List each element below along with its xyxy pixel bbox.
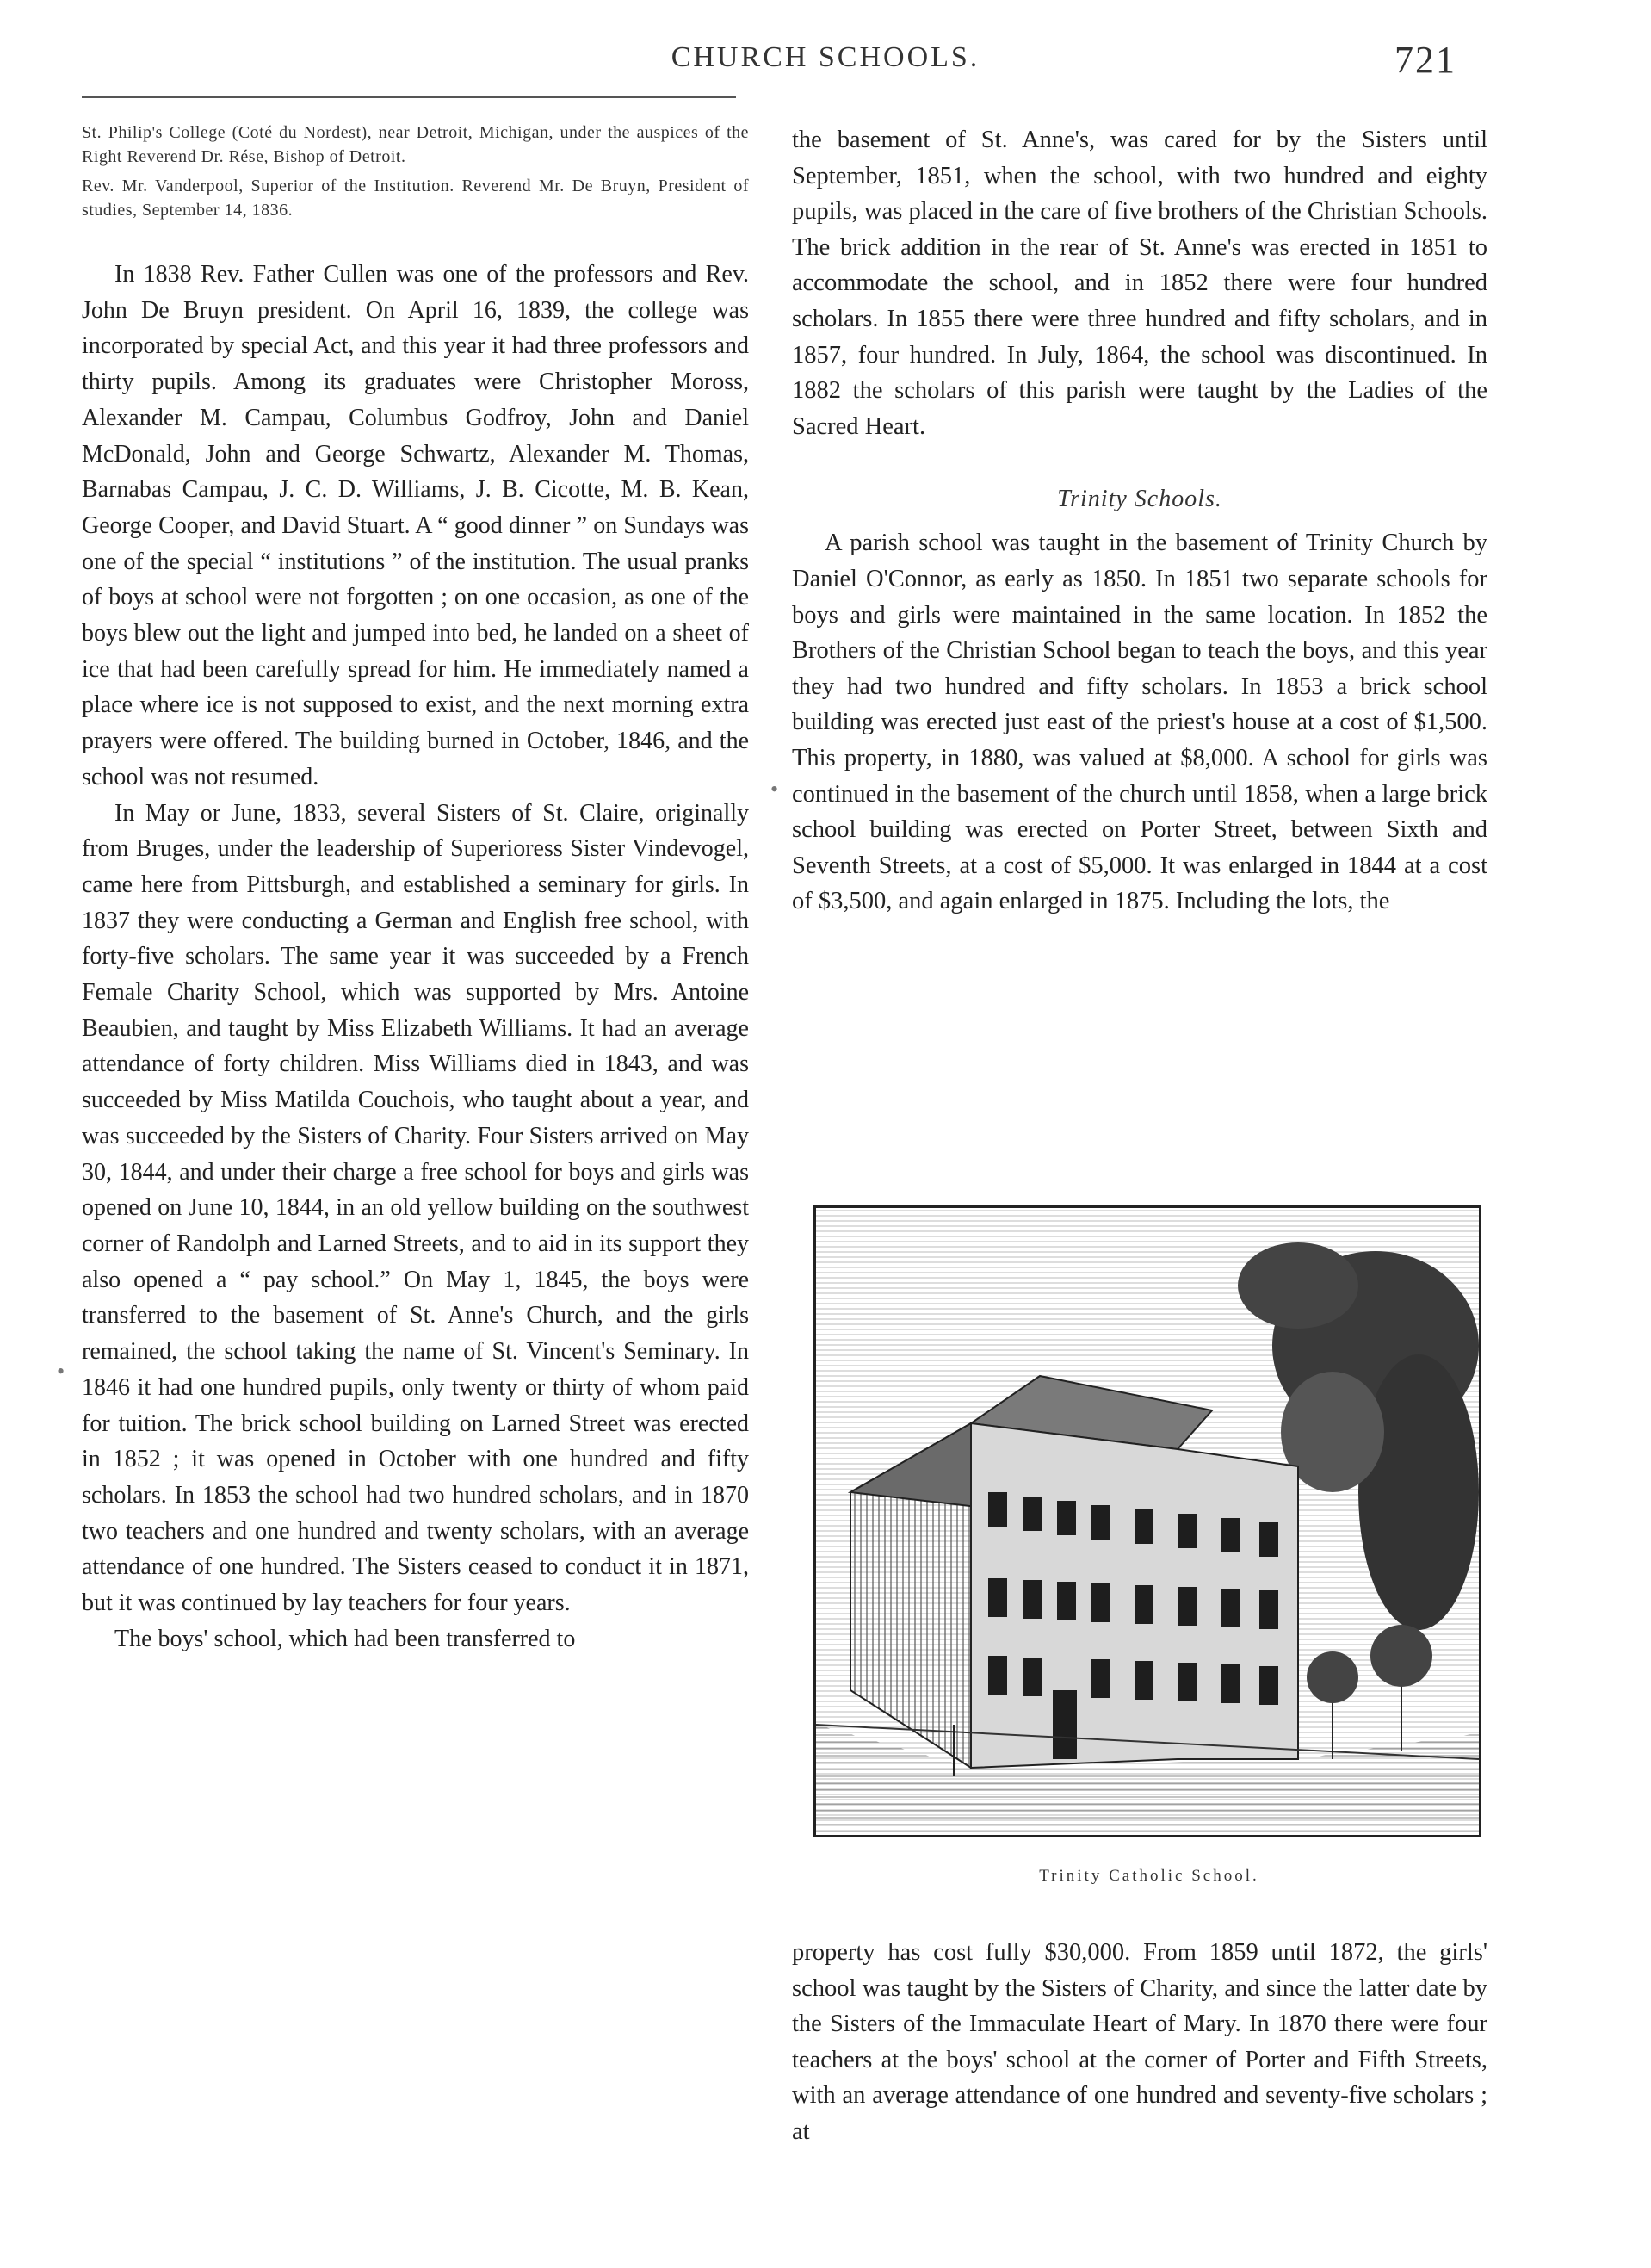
left-column xyxy=(82,121,749,1657)
college-note-1: St. Philip's College (Coté du Nordest), near Detroit, Michigan, under the auspices of the Right Reverend Dr. Rése, Bishop of Detroit. xyxy=(82,123,749,166)
trinity-catholic-school-illustration xyxy=(813,1205,1481,1837)
right-column-continued xyxy=(792,1935,1487,2150)
page-number: 721 xyxy=(1394,39,1456,81)
margin-dot: • xyxy=(770,777,779,802)
paragraph-sisters-st-claire: In May or June, 1833, several Sisters of St. Claire, originally from Bruges, under the leadership of Superioress Sister Vindevogel, came here from Pittsburgh, and established a seminary for girls. In 1837 they were conducting a German and English free school, with forty-five scholars. The same year it was succeeded by a French Female Charity School, which was supported by Mrs. Antoine Beaubien, and taught by Miss Elizabeth Williams. It had an average attendance of forty children. Miss Williams died in 1843, and was succeeded by Miss Matilda Couchois, who taught about a year, and was succeeded by the Sisters of Charity. Four Sisters arrived on May 30, 1844, and under their charge a free school for boys and girls was opened on June 10, 1844, in an old yellow building on the southwest corner of Randolph and Larned Streets, and to aid in its support they also opened a “ pay school.” On May 1, 1845, the boys were transferred to the basement of St. Anne's Church, and the girls remained, the school taking the name of St. Vincent's Seminary. In 1846 it had one hundred pupils, only twenty or thirty of whom paid for tuition. The brick school building on Larned Street was erected in 1852 ; it was opened in October with one hundred and fifty scholars. In 1853 the school had two hundred scholars, and in 1870 two teachers and one hundred and twenty scholars, with an average attendance of one hundred. The Sisters ceased to conduct it in 1871, but it was continued by lay teachers for four years. xyxy=(82,799,749,1617)
paragraph-trinity-continued: property has cost fully $30,000. From 1859 until 1872, the girls' school was taught by the Sisters of Charity, and since the latter date by the Sisters of the Immaculate Heart of Mary. In 1870 there were four teachers at the boys' school at the corner of Porter and Fifth Streets, with an average attendance of one hundred and seventy-five scholars ; at xyxy=(792,1939,1487,2145)
paragraph-boys-school: The boys' school, which had been transferred to xyxy=(114,1625,576,1652)
margin-dot: • xyxy=(57,1359,65,1384)
paragraph-st-philips: In 1838 Rev. Father Cullen was one of the professors and Rev. John De Bruyn president. On April 16, 1839, the college was incorporated by special Act, and this year it had three professors and thirty pupils. Among its graduates were Christopher Moross, Alexander M. Campau, Columbus Godfroy, John and Daniel McDonald, John and George Schwartz, Alexander M. Thomas, Barnabas Campau, J. C. D. Williams, J. B. Cicotte, M. B. Kean, George Cooper, and David Stuart. A “ good dinner ” on Sundays was one of the special “ institutions ” of the institution. The usual pranks of boys at school were not forgotten ; on one occasion, as one of the boys blew out the light and jumped into bed, he landed on a sheet of ice that had been carefully spread for him. He immediately named a place where ice is not supposed to exist, and the next morning extra prayers were offered. The building burned in October, 1846, and the school was not resumed. xyxy=(82,261,749,790)
paragraph-st-annes: the basement of St. Anne's, was cared for by the Sisters until September, 1851, when the school, with two hundred and eighty pupils, was placed in the care of five brothers of the Christian Schools. The brick addition in the rear of St. Anne's was erected in 1851 to accommodate the school, and in 1852 there were four hundred scholars. In 1855 there were three hundred and fifty scholars, and in 1857, four hundred. In July, 1864, the school was discontinued. In 1882 the scholars of this parish were taught by the Ladies of the Sacred Heart. xyxy=(792,127,1487,440)
right-column xyxy=(792,122,1487,920)
college-note-2: Rev. Mr. Vanderpool, Superior of the Institution. Reverend Mr. De Bruyn, President of studies, September 14, 1836. xyxy=(82,177,749,220)
paragraph-trinity-schools: A parish school was taught in the basement of Trinity Church by Daniel O'Connor, as early as 1850. In 1851 two separate schools for boys and girls were maintained in the same location. In 1852 the Brothers of the Christian School began to teach the boys, and this year they had two hundred and fifty scholars. In 1853 a brick school building was erected just east of the priest's house at a cost of $1,500. This property, in 1880, was valued at $8,000. A school for girls was continued in the basement of the church until 1858, when a large brick school building was erected on Porter Street, between Sixth and Seventh Streets, at a cost of $5,000. It was enlarged in 1844 at a cost of $3,500, and again enlarged in 1875. Including the lots, the xyxy=(792,530,1487,915)
header-rule xyxy=(82,96,736,98)
running-title: CHURCH SCHOOLS. xyxy=(671,41,980,73)
illustration-caption: Trinity Catholic School. xyxy=(1039,1867,1259,1885)
section-title-trinity-schools: Trinity Schools. xyxy=(1057,486,1222,513)
